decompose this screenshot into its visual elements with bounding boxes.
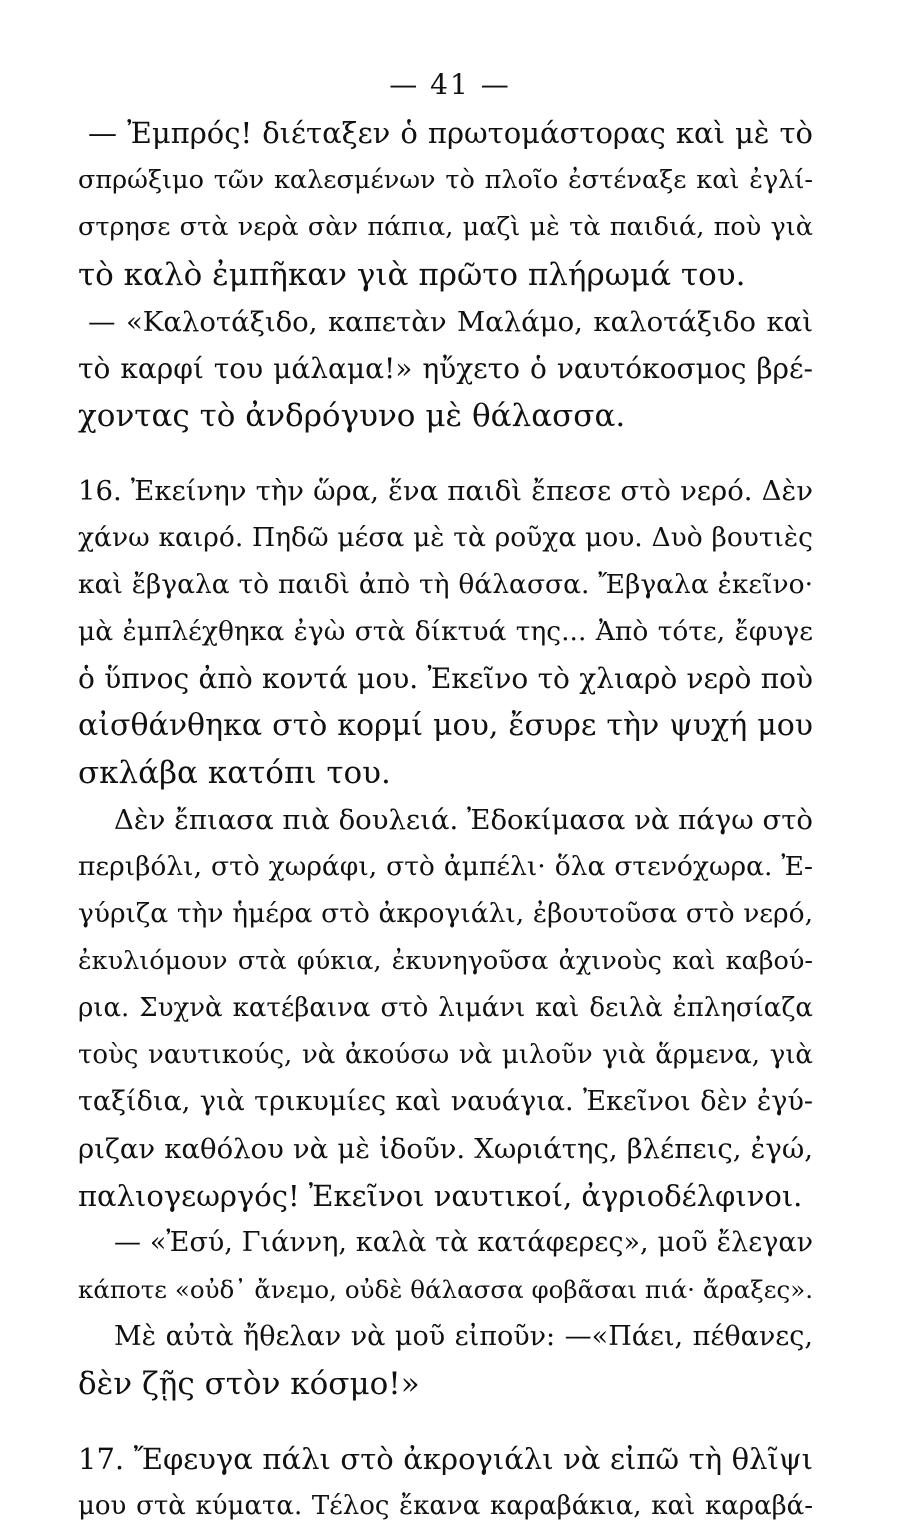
- text-line: — Ἐμπρός! διέταξεν ὁ πρωτομάστορας καὶ μὲ τὸ: [88, 116, 813, 150]
- text-line: γύριζα τὴν ἡμέρα στὸ ἀκρογιάλι, ἐβουτοῦσα στὸ νερό,: [78, 898, 813, 929]
- text-line: τὸ καρφί του μάλαμα!» ηὔχετο ὁ ναυτόκοσμος βρέ-: [78, 352, 813, 385]
- text-line: ἐκυλιόμουν στὰ φύκια, ἐκυνηγοῦσα ἀχινοὺς καὶ καβού-: [78, 946, 813, 976]
- text-line: — «Ἐσύ, Γιάννη, καλὰ τὰ κατάφερες», μοῦ ἔλεγαν: [114, 1227, 813, 1258]
- text-line: ρια. Συχνὰ κατέβαινα στὸ λιμάνι καὶ δειλὰ ἐπλησίαζα: [78, 993, 813, 1023]
- text-line: μὰ ἐμπλέχθηκα ἐγὼ στὰ δίκτυά της... Ἀπὸ τότε, ἔφυγε: [78, 616, 813, 647]
- text-line: 17. Ἔφευγα πάλι στὸ ἀκρογιάλι νὰ εἰπῶ τὴ θλῖψι: [78, 1442, 813, 1476]
- text-line: κάποτε «οὐδ᾽ ἄνεμο, οὐδὲ θάλασσα φοβᾶσαι πιά· ἄραξες».: [78, 1275, 813, 1304]
- text-line: παλιογεωργός! Ἐκεῖνοι ναυτικοί, ἀγριοδέλφινοι.: [78, 1179, 803, 1213]
- text-line: δὲν ζῇς στὸν κόσμο!»: [78, 1366, 420, 1402]
- text-line: 16. Ἐκείνην τὴν ὥρα, ἕνα παιδὶ ἔπεσε στὸ νερό. Δὲν: [78, 475, 813, 507]
- text-line: Δὲν ἔπιασα πιὰ δουλειά. Ἐδοκίμασα νὰ πάγω στὸ: [114, 804, 813, 836]
- text-line: ταξίδια, γιὰ τρικυμίες καὶ ναυάγια. Ἐκεῖνοι δὲν ἐγύ-: [78, 1086, 813, 1117]
- text-line: ὁ ὕπνος ἀπὸ κοντά μου. Ἐκεῖνο τὸ χλιαρὸ νερὸ ποὺ: [78, 662, 813, 695]
- text-line: σπρώξιμο τῶν καλεσμένων τὸ πλοῖο ἐστέναξε καὶ ἐγλί-: [78, 165, 813, 195]
- text-line: καὶ ἔβγαλα τὸ παιδὶ ἀπὸ τὴ θάλασσα. Ἔβγαλα ἐκεῖνο·: [78, 569, 813, 600]
- text-line: ριζαν καθόλου νὰ μὲ ἰδοῦν. Χωριάτης, βλέπεις, ἐγώ,: [78, 1133, 813, 1165]
- text-line: — «Καλοτάξιδο, καπετὰν Μαλάμο, καλοτάξιδο καὶ: [88, 306, 813, 338]
- text-line: χάνω καιρό. Πηδῶ μέσα μὲ τὰ ροῦχα μου. Δυὸ βουτιὲς: [78, 522, 813, 553]
- text-line: σκλάβα κατόπι του.: [78, 755, 391, 791]
- text-line: αἰσθάνθηκα στὸ κορμί μου, ἔσυρε τὴν ψυχή μου: [78, 708, 813, 743]
- page-number: — 41 —: [389, 68, 511, 101]
- text-line: Μὲ αὐτὰ ἤθελαν νὰ μοῦ εἰποῦν: —«Πάει, πέθανες,: [114, 1321, 813, 1352]
- text-line: τοὺς ναυτικούς, νὰ ἀκούσω νὰ μιλοῦν γιὰ ἅρμενα, γιὰ: [78, 1040, 813, 1070]
- text-line: χοντας τὸ ἀνδρόγυνο μὲ θάλασσα.: [78, 398, 626, 434]
- text-line: στρησε στὰ νερὰ σὰν πάπια, μαζὶ μὲ τὰ παιδιά, ποὺ γιὰ: [78, 212, 813, 242]
- text-line: περιβόλι, στὸ χωράφι, στὸ ἀμπέλι· ὅλα στενόχωρα. Ἐ-: [78, 851, 813, 882]
- text-line: τὸ καλὸ ἐμπῆκαν γιὰ πρῶτο πλήρωμά του.: [78, 257, 746, 293]
- text-line: μου στὰ κύματα. Τέλος ἔκανα καραβάκια, καὶ καραβά-: [78, 1491, 813, 1521]
